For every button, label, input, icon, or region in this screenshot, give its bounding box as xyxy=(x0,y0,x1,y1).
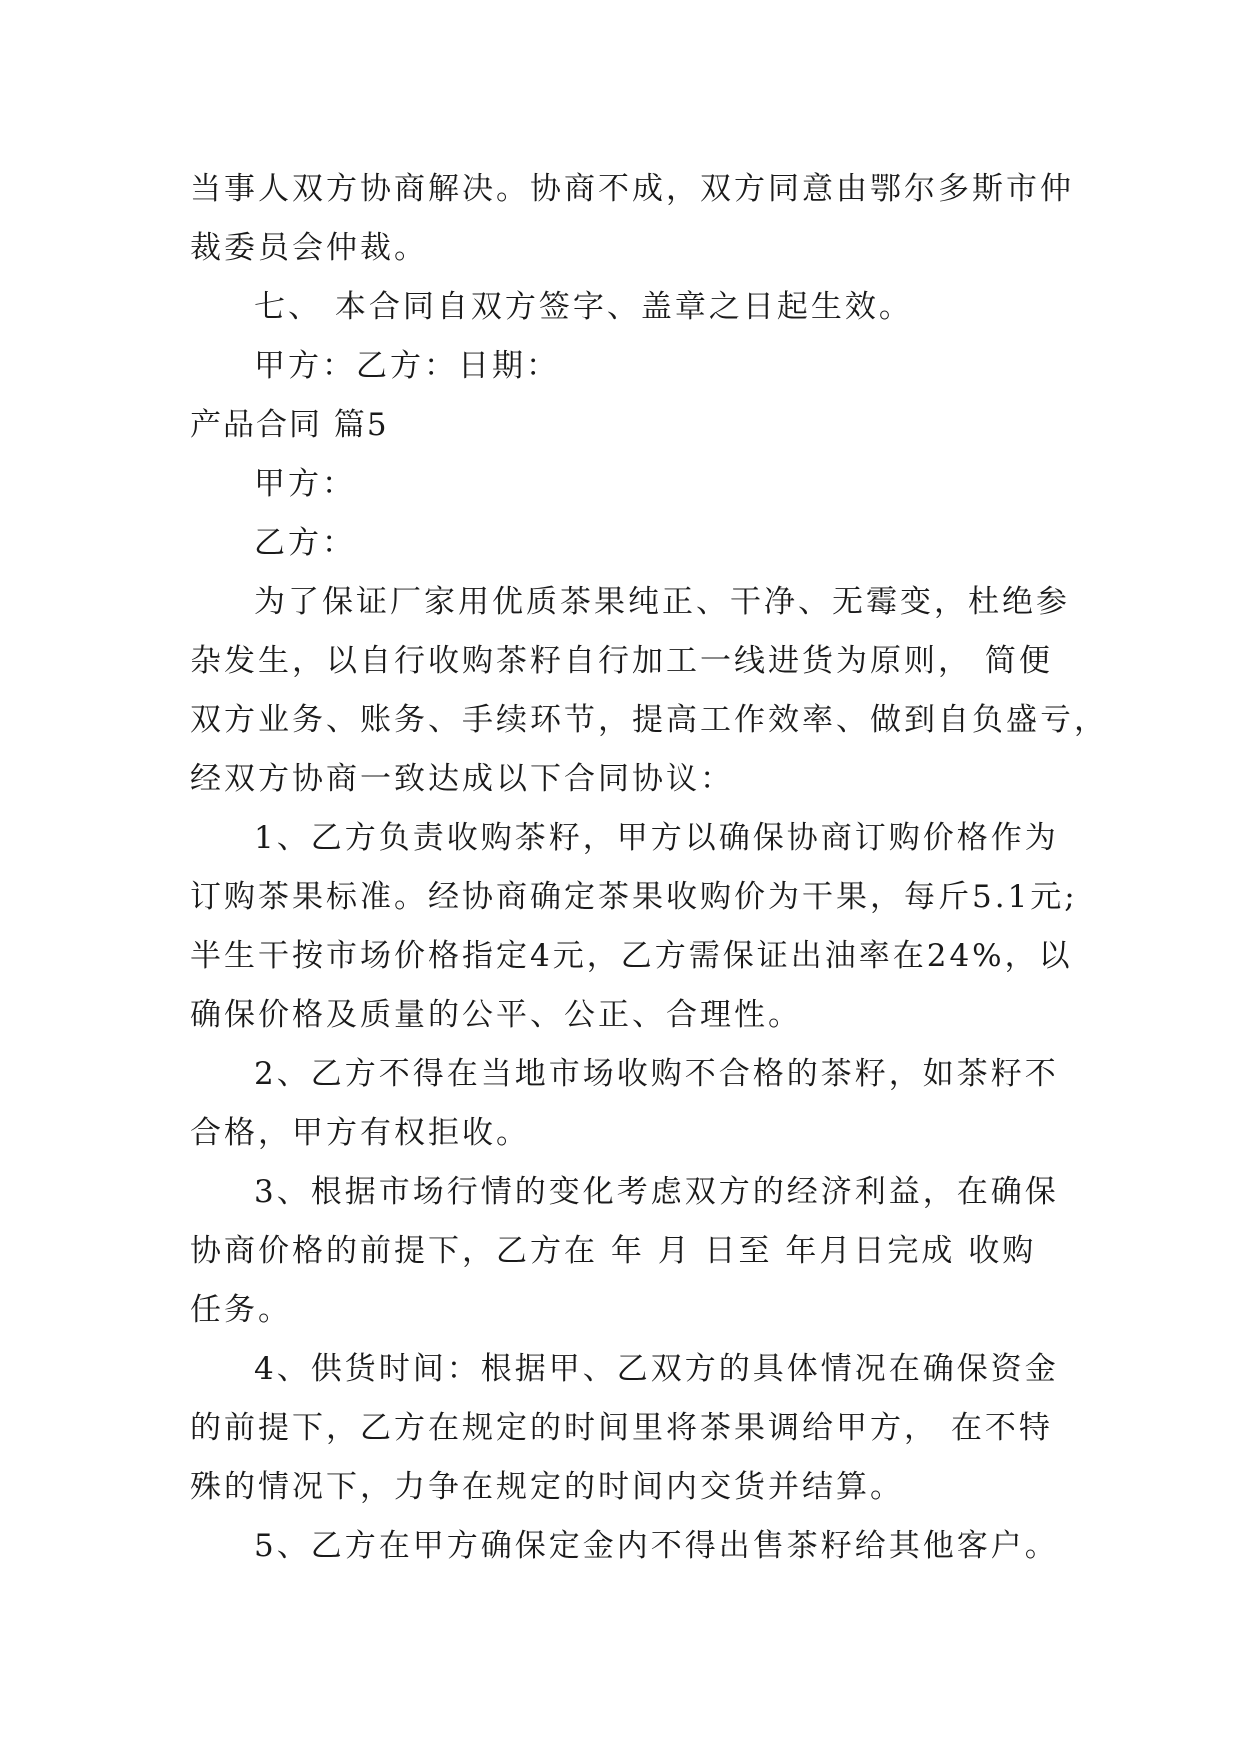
intro-line: 双方业务、账务、手续环节，提高工作效率、做到自负盛亏， xyxy=(190,702,1108,738)
clause-2-line: 2、乙方不得在当地市场收购不合格的茶籽，如茶籽不 xyxy=(254,1056,1059,1092)
clause-1-line: 1、乙方负责收购茶籽，甲方以确保协商订购价格作为 xyxy=(254,820,1059,856)
party-b-label: 乙方： xyxy=(254,525,356,561)
document-body xyxy=(190,160,1108,1576)
clause-4-line: 的前提下，乙方在规定的时间里将茶果调给甲方， 在不特 xyxy=(190,1410,1053,1446)
clause-3-line: 协商价格的前提下，乙方在 年 月 日至 年月日完成 收购 xyxy=(190,1233,1037,1269)
clause-seven: 七、 本合同自双方签字、盖章之日起生效。 xyxy=(254,289,913,325)
clause-4-line: 殊的情况下，力争在规定的时间内交货并结算。 xyxy=(190,1469,904,1505)
intro-line: 杂发生，以自行收购茶籽自行加工一线进货为原则， 简便 xyxy=(190,643,1053,679)
clause-1-line: 半生干按市场价格指定4元，乙方需保证出油率在24%，以 xyxy=(190,938,1073,974)
clause-1-line: 确保价格及质量的公平、公正、合理性。 xyxy=(190,997,802,1033)
intro-line: 为了保证厂家用优质茶果纯正、干净、无霉变，杜绝参 xyxy=(254,584,1070,620)
clause-1-line: 订购茶果标准。经协商确定茶果收购价为干果，每斤5.1元; xyxy=(190,879,1078,915)
intro-line: 经双方协商一致达成以下合同协议： xyxy=(190,761,734,797)
clause-3-line: 任务。 xyxy=(190,1292,292,1328)
clause-3-line: 3、根据市场行情的变化考虑双方的经济利益，在确保 xyxy=(254,1174,1059,1210)
section-title: 产品合同 篇5 xyxy=(190,407,389,443)
signature-line: 甲方：乙方：日期： xyxy=(254,348,560,384)
clause-4-line: 4、供货时间：根据甲、乙双方的具体情况在确保资金 xyxy=(254,1351,1059,1387)
clause-2-line: 合格，甲方有权拒收。 xyxy=(190,1115,530,1151)
party-a-label: 甲方： xyxy=(254,466,356,502)
clause-5-line: 5、乙方在甲方确保定金内不得出售茶籽给其他客户。 xyxy=(254,1528,1059,1564)
text-line: 裁委员会仲裁。 xyxy=(190,230,428,266)
text-line: 当事人双方协商解决。协商不成，双方同意由鄂尔多斯市仲 xyxy=(190,171,1074,207)
